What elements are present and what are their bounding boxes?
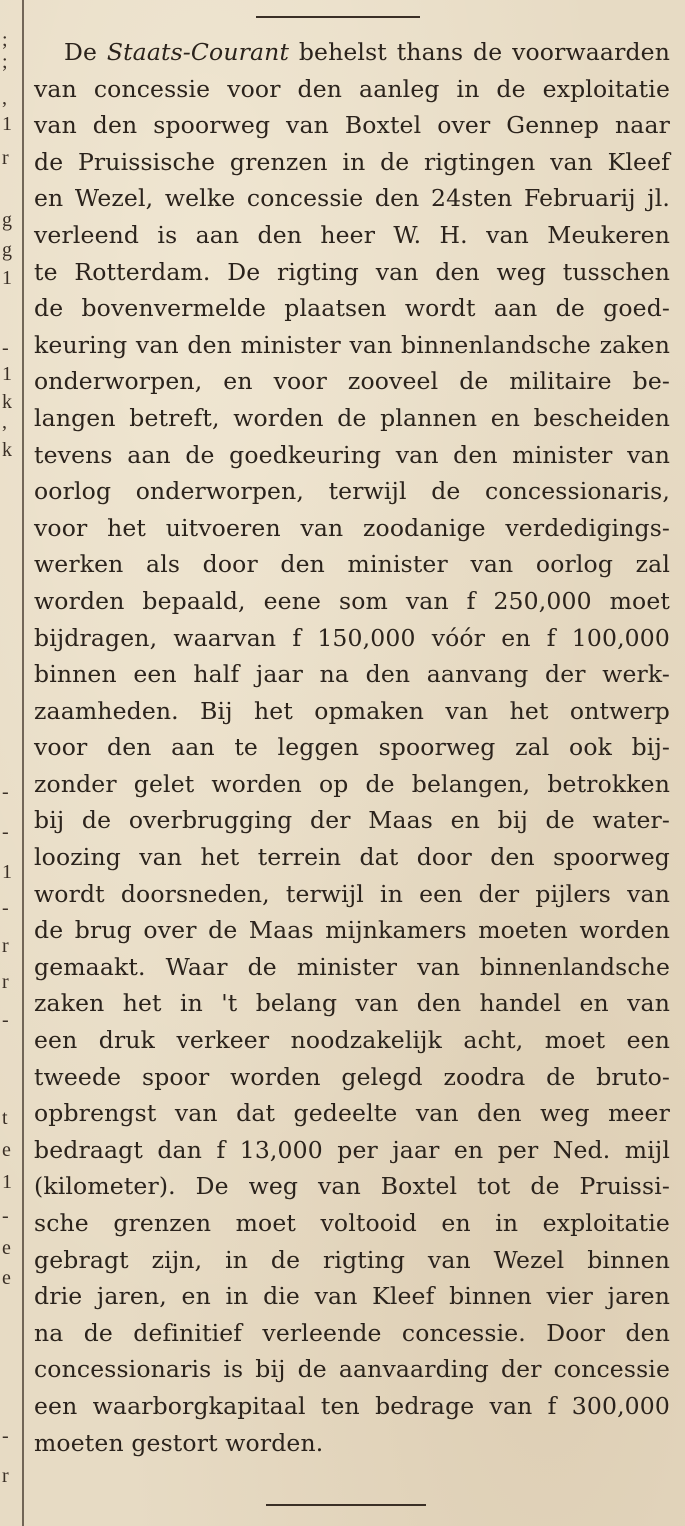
article-line: en Wezel, welke concessie den 24sten Februarij jl. xyxy=(34,184,670,213)
article-line: zaamheden. Bij het opmaken van het ontwerp xyxy=(34,696,670,725)
left-column-fragment xyxy=(0,0,20,1526)
article-line: voor het uitvoeren van zoodanige verdedigings- xyxy=(34,513,670,542)
margin-glyph: ; xyxy=(2,29,8,51)
article-line-1 xyxy=(34,34,670,71)
column-divider xyxy=(22,0,24,1526)
article-line: de Pruissische grenzen in de rigtingen van Kleef xyxy=(34,147,670,176)
margin-glyph: ; xyxy=(2,51,8,73)
margin-glyph: k xyxy=(2,439,12,461)
margin-glyph: - xyxy=(2,1205,9,1227)
margin-glyph: - xyxy=(2,897,9,919)
article-line: drie jaren, en in die van Kleef binnen vier jaren xyxy=(34,1282,670,1311)
article-line: tevens aan de goedkeuring van den minister van xyxy=(34,440,670,469)
margin-glyph: 1 xyxy=(2,861,12,883)
article-line: gemaakt. Waar de minister van binnenlandsche xyxy=(34,952,670,981)
newspaper-title: Staats-Courant xyxy=(106,38,290,66)
bottom-separator-rule xyxy=(266,1504,426,1506)
margin-glyph: - xyxy=(2,821,9,843)
article-line: tweede spoor worden gelegd zoodra de bruto- xyxy=(34,1062,670,1091)
margin-glyph: g xyxy=(2,239,12,261)
article-line: (kilometer). De weg van Boxtel tot de Pruissi- xyxy=(34,1172,670,1201)
article-line: na de definitief verleende concessie. Door den xyxy=(34,1318,670,1347)
article-body xyxy=(34,71,670,1425)
article-line: keuring van den minister van binnenlandsche zaken xyxy=(34,330,670,359)
margin-glyph: 1 xyxy=(2,113,12,135)
margin-glyph: 1 xyxy=(2,363,12,385)
article-line: wordt doorsneden, terwijl in een der pijlers van xyxy=(34,879,670,908)
margin-glyph: - xyxy=(2,337,9,359)
article-line: te Rotterdam. De rigting van den weg tusschen xyxy=(34,257,670,286)
article-line: de bovenvermelde plaatsen wordt aan de goed- xyxy=(34,294,670,323)
margin-glyph: r xyxy=(2,971,9,993)
article-line: bij de overbrugging der Maas en bij de water- xyxy=(34,806,670,835)
article-line: worden bepaald, eene som van f 250,000 moet xyxy=(34,586,670,615)
margin-glyph: r xyxy=(2,935,9,957)
margin-glyph: 1 xyxy=(2,267,12,289)
margin-glyph: 1 xyxy=(2,1171,12,1193)
article-line: voor den aan te leggen spoorweg zal ook bij- xyxy=(34,733,670,762)
margin-glyph: , xyxy=(2,411,7,433)
margin-glyph: g xyxy=(2,209,12,231)
article-line: een druk verkeer noodzakelijk acht, moet een xyxy=(34,1026,670,1055)
margin-glyph: e xyxy=(2,1267,11,1289)
article-line: oorlog onderworpen, terwijl de concessionaris, xyxy=(34,477,670,506)
margin-glyph: r xyxy=(2,147,9,169)
article-line: sche grenzen moet voltooid en in exploitatie xyxy=(34,1209,670,1237)
article-line: verleend is aan den heer W. H. van Meukeren xyxy=(34,220,670,249)
article-line: gebragt zijn, in de rigting van Wezel binnen xyxy=(34,1245,670,1274)
article-text: De xyxy=(64,38,107,66)
article-line: van concessie voor den aanleg in de exploitatie xyxy=(34,74,670,103)
margin-glyph: , xyxy=(2,87,7,109)
margin-glyph: - xyxy=(2,1425,9,1447)
article-line: opbrengst van dat gedeelte van den weg meer xyxy=(34,1099,670,1128)
article-line: zonder gelet worden op de belangen, betrokken xyxy=(34,769,670,798)
margin-glyph: r xyxy=(2,1465,9,1487)
article-last-line: moeten gestort worden. xyxy=(34,1428,324,1457)
article-line: langen betreft, worden de plannen en bescheiden xyxy=(34,403,670,432)
margin-glyph: e xyxy=(2,1139,11,1161)
article-line: concessionaris is bij de aanvaarding der concessie xyxy=(34,1355,670,1384)
article-line: bijdragen, waarvan f 150,000 vóór en f 100,000 xyxy=(34,623,670,652)
top-separator-rule xyxy=(256,16,420,18)
article-line: onderworpen, en voor zooveel de militaire be- xyxy=(34,367,670,396)
news-article xyxy=(34,34,670,1461)
margin-glyph: - xyxy=(2,1009,9,1031)
article-line: een waarborgkapitaal ten bedrage van f 300,000 xyxy=(34,1391,670,1420)
margin-glyph: - xyxy=(2,781,9,803)
margin-glyph: e xyxy=(2,1237,11,1259)
article-line: binnen een half jaar na den aanvang der werk- xyxy=(34,660,670,689)
article-line: zaken het in 't belang van den handel en van xyxy=(34,989,670,1018)
margin-glyph: k xyxy=(2,391,12,413)
article-line: van den spoorweg van Boxtel over Gennep naar xyxy=(34,111,670,140)
article-line: bedraagt dan f 13,000 per jaar en per Ned. mijl xyxy=(34,1135,670,1164)
margin-glyph: t xyxy=(2,1107,8,1129)
article-line: werken als door den minister van oorlog zal xyxy=(34,550,670,579)
article-line: loozing van het terrein dat door den spoorweg xyxy=(34,843,670,872)
article-text: behelst thans de voorwaarden xyxy=(289,38,670,66)
article-line: de brug over de Maas mijnkamers moeten worden xyxy=(34,916,670,945)
